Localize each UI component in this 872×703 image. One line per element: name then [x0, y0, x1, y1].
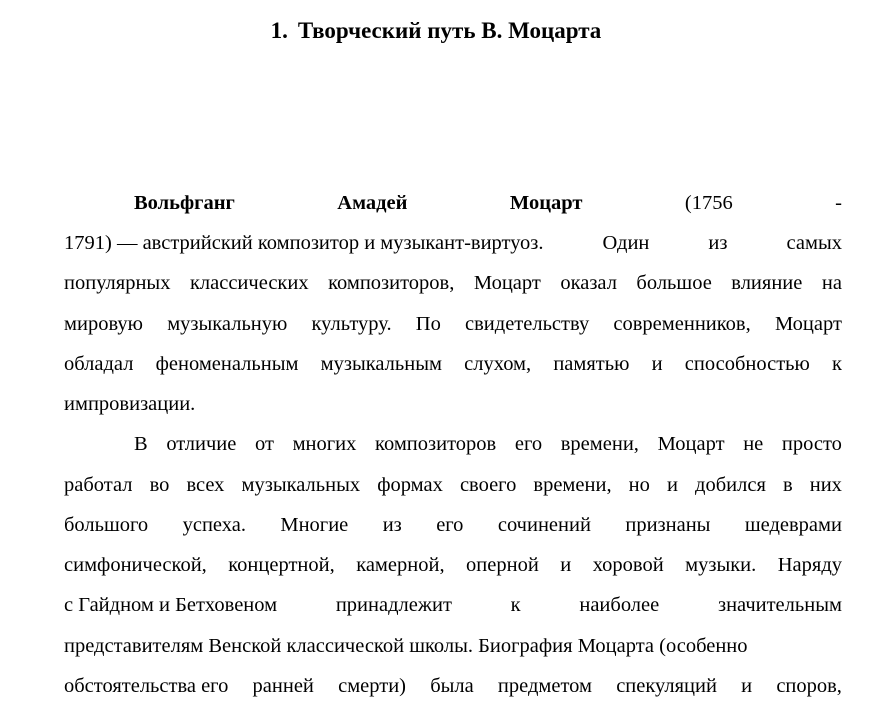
text-word: смерти): [338, 675, 406, 697]
text-word: Моцарт: [657, 433, 725, 455]
text-line: [134, 188, 842, 218]
text-word: к: [832, 353, 842, 375]
text-word: работал: [64, 474, 133, 496]
text-line: [64, 510, 842, 540]
text-word: концертной,: [228, 554, 335, 576]
text-line: [64, 349, 842, 379]
text-word: Моцарт: [473, 272, 541, 294]
text-word: Моцарт: [774, 313, 842, 335]
text-word: шедеврами: [744, 514, 842, 536]
text-word: но: [628, 474, 650, 496]
text-word: споров,: [776, 675, 842, 697]
text-word: и: [560, 554, 572, 576]
text-word: и: [741, 675, 753, 697]
text-word: из: [708, 232, 728, 254]
text-word: не: [743, 433, 764, 455]
text-word: обладал: [64, 353, 134, 375]
text-line: [64, 309, 842, 339]
text-word: сочинений: [497, 514, 591, 536]
text-word: времени,: [560, 433, 639, 455]
text-word: ранней: [252, 675, 314, 697]
text-word: его: [436, 514, 464, 536]
text-word: большое: [636, 272, 712, 294]
text-word: Один: [602, 232, 650, 254]
text-word: к: [510, 594, 521, 616]
text-word: наиболее: [579, 594, 660, 616]
section-number: 1.: [270, 18, 288, 43]
text-word: была: [430, 675, 474, 697]
text-word: популярных: [64, 272, 171, 294]
text-word: хоровой: [592, 554, 664, 576]
text-word: симфонической,: [64, 554, 207, 576]
text-word: признаны: [625, 514, 711, 536]
text-word: значительным: [717, 594, 842, 616]
text-word: с Гайдном и Бетховеном: [64, 594, 278, 616]
text-word: своего: [459, 474, 517, 496]
text-word: Многие: [280, 514, 349, 536]
text-word: импровизации.: [64, 393, 196, 415]
text-word: оказал: [560, 272, 617, 294]
text-word: формах: [377, 474, 443, 496]
text-word: композиторов: [375, 433, 497, 455]
text-word: (1756: [684, 192, 733, 214]
text-word: Амадей: [337, 192, 408, 214]
text-word: музыкальную: [167, 313, 288, 335]
text-word: обстоятельства его: [64, 675, 229, 697]
text-word: многих: [292, 433, 357, 455]
text-word: и: [651, 353, 663, 375]
text-line: [64, 550, 842, 580]
text-word: успеха.: [182, 514, 246, 536]
text-word: В: [134, 433, 148, 455]
text-word: Моцарт: [509, 192, 583, 214]
text-word: оперной: [466, 554, 539, 576]
text-word: из: [382, 514, 402, 536]
text-word: способностью: [684, 353, 810, 375]
text-word: современников,: [613, 313, 751, 335]
text-line: [64, 268, 842, 298]
text-word: слухом,: [464, 353, 532, 375]
text-word: культуру.: [311, 313, 392, 335]
text-word: спекуляций: [616, 675, 717, 697]
text-word: музыкальных: [241, 474, 361, 496]
text-word: памятью: [553, 353, 630, 375]
text-word: добился: [695, 474, 766, 496]
text-word: и: [666, 474, 678, 496]
section-heading: [0, 14, 872, 48]
text-word: классических: [189, 272, 309, 294]
text-word: композиторов,: [328, 272, 455, 294]
text-line: [64, 671, 842, 701]
text-word: во: [149, 474, 170, 496]
text-word: предметом: [497, 675, 592, 697]
text-word: Вольфганг: [134, 192, 235, 214]
text-word: самых: [786, 232, 842, 254]
text-word: просто: [781, 433, 842, 455]
text-word: свидетельству: [465, 313, 590, 335]
text-word: принадлежит: [335, 594, 452, 616]
text-word: в: [782, 474, 793, 496]
text-word: Наряду: [777, 554, 842, 576]
text-word: музыкальным: [320, 353, 442, 375]
text-word: них: [809, 474, 842, 496]
text-word: на: [821, 272, 842, 294]
text-word: большого: [64, 514, 149, 536]
text-word: времени,: [533, 474, 612, 496]
text-word: камерной,: [356, 554, 445, 576]
text-word: всех: [186, 474, 225, 496]
text-word: По: [415, 313, 441, 335]
text-line: [64, 631, 842, 661]
text-word: влияние: [731, 272, 803, 294]
text-word: 1791) — австрийский композитор и музыкант-виртуоз.: [64, 232, 544, 254]
text-line: [64, 590, 842, 620]
text-line: [134, 429, 842, 459]
text-word: музыки.: [685, 554, 757, 576]
text-word: представителям Венской классической школы. Биография Моцарта (особенно: [64, 635, 748, 657]
section-title: Творческий путь В. Моцарта: [297, 18, 602, 43]
text-line: [64, 228, 842, 258]
text-word: -: [835, 192, 842, 214]
text-line: [64, 470, 842, 500]
text-word: отличие: [166, 433, 237, 455]
text-word: феноменальным: [155, 353, 299, 375]
text-word: от: [254, 433, 274, 455]
text-line: [64, 389, 842, 419]
text-word: мировую: [64, 313, 143, 335]
text-word: его: [514, 433, 543, 455]
